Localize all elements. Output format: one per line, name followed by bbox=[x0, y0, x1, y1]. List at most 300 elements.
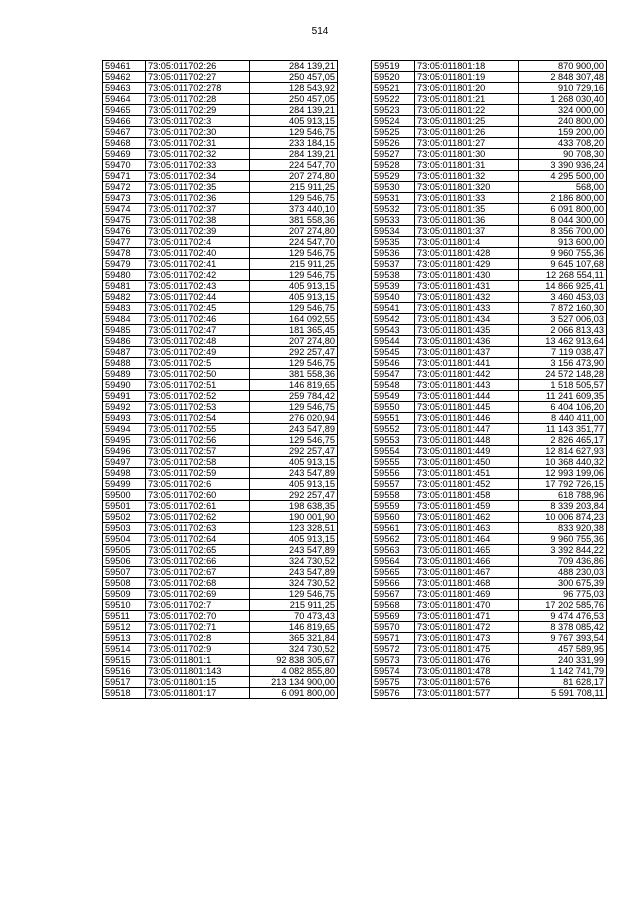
value-cell: 1 518 505,57 bbox=[519, 380, 607, 391]
table-row bbox=[372, 600, 607, 611]
value-cell: 81 628,17 bbox=[519, 677, 607, 688]
cadastral-number-cell: 73:05:011702:3 bbox=[146, 116, 250, 127]
value-cell: 300 675,39 bbox=[519, 578, 607, 589]
table-row bbox=[372, 402, 607, 413]
table-row bbox=[103, 534, 338, 545]
value-cell: 324 000,00 bbox=[519, 105, 607, 116]
table-row bbox=[103, 204, 338, 215]
table-row bbox=[372, 160, 607, 171]
table-row bbox=[372, 358, 607, 369]
row-number-cell: 59520 bbox=[372, 72, 415, 83]
cadastral-number-cell: 73:05:011801:459 bbox=[415, 501, 519, 512]
cadastral-number-cell: 73:05:011801:15 bbox=[146, 677, 250, 688]
row-number-cell: 59518 bbox=[103, 688, 146, 699]
value-cell: 14 866 925,41 bbox=[519, 281, 607, 292]
table-row bbox=[103, 72, 338, 83]
cadastral-number-cell: 73:05:011702:33 bbox=[146, 160, 250, 171]
row-number-cell: 59563 bbox=[372, 545, 415, 556]
cadastral-number-cell: 73:05:011801:468 bbox=[415, 578, 519, 589]
cadastral-number-cell: 73:05:011702:50 bbox=[146, 369, 250, 380]
row-number-cell: 59488 bbox=[103, 358, 146, 369]
table-row bbox=[103, 644, 338, 655]
table-row bbox=[372, 292, 607, 303]
table-row bbox=[372, 633, 607, 644]
table-row bbox=[103, 611, 338, 622]
cadastral-number-cell: 73:05:011801:36 bbox=[415, 215, 519, 226]
row-number-cell: 59572 bbox=[372, 644, 415, 655]
cadastral-number-cell: 73:05:011702:60 bbox=[146, 490, 250, 501]
table-row bbox=[103, 501, 338, 512]
cadastral-number-cell: 73:05:011702:51 bbox=[146, 380, 250, 391]
value-cell: 381 558,36 bbox=[250, 369, 338, 380]
value-cell: 284 139,21 bbox=[250, 105, 338, 116]
row-number-cell: 59526 bbox=[372, 138, 415, 149]
cadastral-number-cell: 73:05:011801:33 bbox=[415, 193, 519, 204]
table-row bbox=[103, 61, 338, 72]
table-row bbox=[372, 182, 607, 193]
table-row bbox=[372, 336, 607, 347]
cadastral-number-cell: 73:05:011801:437 bbox=[415, 347, 519, 358]
cadastral-number-cell: 73:05:011801:472 bbox=[415, 622, 519, 633]
row-number-cell: 59539 bbox=[372, 281, 415, 292]
row-number-cell: 59479 bbox=[103, 259, 146, 270]
cadastral-number-cell: 73:05:011801:469 bbox=[415, 589, 519, 600]
value-cell: 488 230,03 bbox=[519, 567, 607, 578]
row-number-cell: 59537 bbox=[372, 259, 415, 270]
value-cell: 90 708,30 bbox=[519, 149, 607, 160]
row-number-cell: 59574 bbox=[372, 666, 415, 677]
cadastral-number-cell: 73:05:011702:48 bbox=[146, 336, 250, 347]
value-cell: 870 900,00 bbox=[519, 61, 607, 72]
row-number-cell: 59466 bbox=[103, 116, 146, 127]
value-cell: 224 547,70 bbox=[250, 237, 338, 248]
table-row bbox=[372, 512, 607, 523]
cadastral-number-cell: 73:05:011702:29 bbox=[146, 105, 250, 116]
value-cell: 10 006 874,23 bbox=[519, 512, 607, 523]
cadastral-number-cell: 73:05:011702:27 bbox=[146, 72, 250, 83]
table-row bbox=[103, 556, 338, 567]
row-number-cell: 59557 bbox=[372, 479, 415, 490]
value-cell: 129 546,75 bbox=[250, 270, 338, 281]
table-row bbox=[372, 380, 607, 391]
row-number-cell: 59561 bbox=[372, 523, 415, 534]
cadastral-number-cell: 73:05:011702:35 bbox=[146, 182, 250, 193]
cadastral-number-cell: 73:05:011801:37 bbox=[415, 226, 519, 237]
value-cell: 8 339 203,84 bbox=[519, 501, 607, 512]
value-cell: 198 638,35 bbox=[250, 501, 338, 512]
value-cell: 123 328,51 bbox=[250, 523, 338, 534]
row-number-cell: 59461 bbox=[103, 61, 146, 72]
table-row bbox=[103, 512, 338, 523]
value-cell: 6 091 800,00 bbox=[250, 688, 338, 699]
cadastral-number-cell: 73:05:011702:58 bbox=[146, 457, 250, 468]
row-number-cell: 59513 bbox=[103, 633, 146, 644]
table-row bbox=[103, 336, 338, 347]
table-row bbox=[372, 578, 607, 589]
row-number-cell: 59575 bbox=[372, 677, 415, 688]
row-number-cell: 59542 bbox=[372, 314, 415, 325]
cadastral-number-cell: 73:05:011702:4 bbox=[146, 237, 250, 248]
value-cell: 70 473,43 bbox=[250, 611, 338, 622]
value-cell: 11 241 609,35 bbox=[519, 391, 607, 402]
value-cell: 324 730,52 bbox=[250, 644, 338, 655]
value-cell: 129 546,75 bbox=[250, 589, 338, 600]
table-row bbox=[103, 600, 338, 611]
value-cell: 6 404 106,20 bbox=[519, 402, 607, 413]
table-row bbox=[103, 171, 338, 182]
table-row bbox=[103, 105, 338, 116]
cadastral-number-cell: 73:05:011702:67 bbox=[146, 567, 250, 578]
table-row bbox=[103, 688, 338, 699]
cadastral-number-cell: 73:05:011801:21 bbox=[415, 94, 519, 105]
row-number-cell: 59531 bbox=[372, 193, 415, 204]
cadastral-number-cell: 73:05:011801:31 bbox=[415, 160, 519, 171]
cadastral-number-cell: 73:05:011801:433 bbox=[415, 303, 519, 314]
cadastral-number-cell: 73:05:011702:54 bbox=[146, 413, 250, 424]
row-number-cell: 59573 bbox=[372, 655, 415, 666]
table-row bbox=[103, 270, 338, 281]
table-row bbox=[372, 94, 607, 105]
value-cell: 233 184,15 bbox=[250, 138, 338, 149]
cadastral-number-cell: 73:05:011801:463 bbox=[415, 523, 519, 534]
cadastral-number-cell: 73:05:011801:35 bbox=[415, 204, 519, 215]
row-number-cell: 59483 bbox=[103, 303, 146, 314]
value-cell: 129 546,75 bbox=[250, 248, 338, 259]
value-cell: 213 134 900,00 bbox=[250, 677, 338, 688]
value-cell: 284 139,21 bbox=[250, 61, 338, 72]
cadastral-number-cell: 73:05:011801:577 bbox=[415, 688, 519, 699]
right-table bbox=[371, 60, 607, 699]
row-number-cell: 59576 bbox=[372, 688, 415, 699]
value-cell: 215 911,25 bbox=[250, 600, 338, 611]
table-row bbox=[103, 94, 338, 105]
row-number-cell: 59550 bbox=[372, 402, 415, 413]
row-number-cell: 59493 bbox=[103, 413, 146, 424]
table-row bbox=[372, 171, 607, 182]
cadastral-number-cell: 73:05:011801:320 bbox=[415, 182, 519, 193]
row-number-cell: 59509 bbox=[103, 589, 146, 600]
table-row bbox=[103, 578, 338, 589]
table-row bbox=[103, 490, 338, 501]
value-cell: 92 838 305,67 bbox=[250, 655, 338, 666]
value-cell: 365 321,84 bbox=[250, 633, 338, 644]
row-number-cell: 59510 bbox=[103, 600, 146, 611]
value-cell: 1 142 741,79 bbox=[519, 666, 607, 677]
row-number-cell: 59512 bbox=[103, 622, 146, 633]
value-cell: 9 474 476,53 bbox=[519, 611, 607, 622]
row-number-cell: 59530 bbox=[372, 182, 415, 193]
value-cell: 3 527 006,03 bbox=[519, 314, 607, 325]
cadastral-number-cell: 73:05:011702:32 bbox=[146, 149, 250, 160]
value-cell: 405 913,15 bbox=[250, 534, 338, 545]
row-number-cell: 59489 bbox=[103, 369, 146, 380]
value-cell: 207 274,80 bbox=[250, 226, 338, 237]
row-number-cell: 59535 bbox=[372, 237, 415, 248]
table-row bbox=[372, 611, 607, 622]
row-number-cell: 59524 bbox=[372, 116, 415, 127]
table-row bbox=[103, 116, 338, 127]
cadastral-number-cell: 73:05:011801:430 bbox=[415, 270, 519, 281]
cadastral-number-cell: 73:05:011702:65 bbox=[146, 545, 250, 556]
cadastral-number-cell: 73:05:011801:462 bbox=[415, 512, 519, 523]
cadastral-number-cell: 73:05:011801:458 bbox=[415, 490, 519, 501]
value-cell: 243 547,89 bbox=[250, 545, 338, 556]
table-row bbox=[372, 413, 607, 424]
value-cell: 24 572 148,28 bbox=[519, 369, 607, 380]
value-cell: 433 708,20 bbox=[519, 138, 607, 149]
value-cell: 215 911,25 bbox=[250, 259, 338, 270]
table-row bbox=[372, 270, 607, 281]
value-cell: 913 600,00 bbox=[519, 237, 607, 248]
table-row bbox=[103, 622, 338, 633]
row-number-cell: 59480 bbox=[103, 270, 146, 281]
table-row bbox=[103, 677, 338, 688]
cadastral-number-cell: 73:05:011702:66 bbox=[146, 556, 250, 567]
cadastral-number-cell: 73:05:011702:46 bbox=[146, 314, 250, 325]
table-row bbox=[372, 666, 607, 677]
row-number-cell: 59463 bbox=[103, 83, 146, 94]
table-row bbox=[103, 435, 338, 446]
cadastral-number-cell: 73:05:011702:40 bbox=[146, 248, 250, 259]
cadastral-number-cell: 73:05:011702:36 bbox=[146, 193, 250, 204]
cadastral-number-cell: 73:05:011801:478 bbox=[415, 666, 519, 677]
row-number-cell: 59529 bbox=[372, 171, 415, 182]
row-number-cell: 59552 bbox=[372, 424, 415, 435]
row-number-cell: 59551 bbox=[372, 413, 415, 424]
row-number-cell: 59545 bbox=[372, 347, 415, 358]
value-cell: 243 547,89 bbox=[250, 424, 338, 435]
row-number-cell: 59558 bbox=[372, 490, 415, 501]
row-number-cell: 59516 bbox=[103, 666, 146, 677]
value-cell: 8 044 300,00 bbox=[519, 215, 607, 226]
table-row bbox=[372, 72, 607, 83]
cadastral-number-cell: 73:05:011702:26 bbox=[146, 61, 250, 72]
row-number-cell: 59543 bbox=[372, 325, 415, 336]
cadastral-number-cell: 73:05:011702:31 bbox=[146, 138, 250, 149]
row-number-cell: 59569 bbox=[372, 611, 415, 622]
value-cell: 96 775,03 bbox=[519, 589, 607, 600]
cadastral-number-cell: 73:05:011702:278 bbox=[146, 83, 250, 94]
value-cell: 17 202 585,76 bbox=[519, 600, 607, 611]
value-cell: 284 139,21 bbox=[250, 149, 338, 160]
value-cell: 129 546,75 bbox=[250, 358, 338, 369]
row-number-cell: 59476 bbox=[103, 226, 146, 237]
table-row bbox=[372, 677, 607, 688]
value-cell: 2 826 465,17 bbox=[519, 435, 607, 446]
cadastral-number-cell: 73:05:011702:41 bbox=[146, 259, 250, 270]
value-cell: 129 546,75 bbox=[250, 193, 338, 204]
value-cell: 8 440 411,00 bbox=[519, 413, 607, 424]
value-cell: 7 872 160,30 bbox=[519, 303, 607, 314]
table-row bbox=[103, 182, 338, 193]
table-row bbox=[103, 655, 338, 666]
value-cell: 292 257,47 bbox=[250, 490, 338, 501]
cadastral-number-cell: 73:05:011702:68 bbox=[146, 578, 250, 589]
row-number-cell: 59521 bbox=[372, 83, 415, 94]
cadastral-number-cell: 73:05:011801:473 bbox=[415, 633, 519, 644]
value-cell: 2 186 800,00 bbox=[519, 193, 607, 204]
value-cell: 129 546,75 bbox=[250, 127, 338, 138]
table-row bbox=[103, 633, 338, 644]
table-row bbox=[372, 391, 607, 402]
row-number-cell: 59490 bbox=[103, 380, 146, 391]
table-row bbox=[372, 248, 607, 259]
table-row bbox=[372, 501, 607, 512]
cadastral-number-cell: 73:05:011801:449 bbox=[415, 446, 519, 457]
row-number-cell: 59522 bbox=[372, 94, 415, 105]
row-number-cell: 59570 bbox=[372, 622, 415, 633]
cadastral-number-cell: 73:05:011702:70 bbox=[146, 611, 250, 622]
value-cell: 10 368 440,32 bbox=[519, 457, 607, 468]
cadastral-number-cell: 73:05:011702:71 bbox=[146, 622, 250, 633]
cadastral-number-cell: 73:05:011702:38 bbox=[146, 215, 250, 226]
cadastral-number-cell: 73:05:011702:37 bbox=[146, 204, 250, 215]
cadastral-number-cell: 73:05:011702:59 bbox=[146, 468, 250, 479]
row-number-cell: 59536 bbox=[372, 248, 415, 259]
cadastral-number-cell: 73:05:011801:465 bbox=[415, 545, 519, 556]
cadastral-number-cell: 73:05:011801:471 bbox=[415, 611, 519, 622]
cadastral-number-cell: 73:05:011801:431 bbox=[415, 281, 519, 292]
value-cell: 9 960 755,36 bbox=[519, 534, 607, 545]
table-row bbox=[372, 556, 607, 567]
value-cell: 292 257,47 bbox=[250, 347, 338, 358]
value-cell: 12 814 627,93 bbox=[519, 446, 607, 457]
cadastral-number-cell: 73:05:011702:8 bbox=[146, 633, 250, 644]
table-row bbox=[372, 567, 607, 578]
cadastral-number-cell: 73:05:011801:434 bbox=[415, 314, 519, 325]
table-row bbox=[372, 325, 607, 336]
table-row bbox=[103, 215, 338, 226]
table-row bbox=[103, 402, 338, 413]
row-number-cell: 59547 bbox=[372, 369, 415, 380]
row-number-cell: 59528 bbox=[372, 160, 415, 171]
table-row bbox=[103, 666, 338, 677]
row-number-cell: 59508 bbox=[103, 578, 146, 589]
row-number-cell: 59566 bbox=[372, 578, 415, 589]
cadastral-number-cell: 73:05:011801:451 bbox=[415, 468, 519, 479]
cadastral-number-cell: 73:05:011801:20 bbox=[415, 83, 519, 94]
table-row bbox=[103, 589, 338, 600]
cadastral-number-cell: 73:05:011702:30 bbox=[146, 127, 250, 138]
row-number-cell: 59472 bbox=[103, 182, 146, 193]
table-row bbox=[103, 138, 338, 149]
value-cell: 250 457,05 bbox=[250, 94, 338, 105]
cadastral-number-cell: 73:05:011801:576 bbox=[415, 677, 519, 688]
value-cell: 146 819,65 bbox=[250, 622, 338, 633]
value-cell: 12 268 554,11 bbox=[519, 270, 607, 281]
table-row bbox=[372, 303, 607, 314]
value-cell: 833 920,38 bbox=[519, 523, 607, 534]
value-cell: 709 436,86 bbox=[519, 556, 607, 567]
value-cell: 243 547,89 bbox=[250, 567, 338, 578]
row-number-cell: 59481 bbox=[103, 281, 146, 292]
table-row bbox=[103, 281, 338, 292]
cadastral-number-cell: 73:05:011801:18 bbox=[415, 61, 519, 72]
value-cell: 292 257,47 bbox=[250, 446, 338, 457]
cadastral-number-cell: 73:05:011702:42 bbox=[146, 270, 250, 281]
table-row bbox=[103, 325, 338, 336]
table-row bbox=[372, 259, 607, 270]
table-row bbox=[103, 413, 338, 424]
table-row bbox=[103, 292, 338, 303]
row-number-cell: 59462 bbox=[103, 72, 146, 83]
value-cell: 276 020,94 bbox=[250, 413, 338, 424]
cadastral-number-cell: 73:05:011801:441 bbox=[415, 358, 519, 369]
value-cell: 215 911,25 bbox=[250, 182, 338, 193]
row-number-cell: 59487 bbox=[103, 347, 146, 358]
row-number-cell: 59501 bbox=[103, 501, 146, 512]
cadastral-number-cell: 73:05:011801:30 bbox=[415, 149, 519, 160]
cadastral-number-cell: 73:05:011702:56 bbox=[146, 435, 250, 446]
row-number-cell: 59534 bbox=[372, 226, 415, 237]
row-number-cell: 59502 bbox=[103, 512, 146, 523]
cadastral-number-cell: 73:05:011801:19 bbox=[415, 72, 519, 83]
value-cell: 4 295 500,00 bbox=[519, 171, 607, 182]
cadastral-number-cell: 73:05:011801:476 bbox=[415, 655, 519, 666]
table-row bbox=[372, 83, 607, 94]
value-cell: 3 392 844,22 bbox=[519, 545, 607, 556]
table-row bbox=[103, 391, 338, 402]
row-number-cell: 59571 bbox=[372, 633, 415, 644]
cadastral-number-cell: 73:05:011801:27 bbox=[415, 138, 519, 149]
value-cell: 568,00 bbox=[519, 182, 607, 193]
row-number-cell: 59475 bbox=[103, 215, 146, 226]
row-number-cell: 59538 bbox=[372, 270, 415, 281]
row-number-cell: 59519 bbox=[372, 61, 415, 72]
cadastral-number-cell: 73:05:011702:53 bbox=[146, 402, 250, 413]
value-cell: 2 066 813,43 bbox=[519, 325, 607, 336]
row-number-cell: 59514 bbox=[103, 644, 146, 655]
table-row bbox=[372, 369, 607, 380]
value-cell: 207 274,80 bbox=[250, 336, 338, 347]
row-number-cell: 59564 bbox=[372, 556, 415, 567]
table-row bbox=[103, 358, 338, 369]
row-number-cell: 59486 bbox=[103, 336, 146, 347]
row-number-cell: 59532 bbox=[372, 204, 415, 215]
row-number-cell: 59565 bbox=[372, 567, 415, 578]
table-row bbox=[372, 314, 607, 325]
value-cell: 381 558,36 bbox=[250, 215, 338, 226]
table-row bbox=[103, 193, 338, 204]
cadastral-number-cell: 73:05:011702:43 bbox=[146, 281, 250, 292]
table-row bbox=[103, 479, 338, 490]
cadastral-number-cell: 73:05:011801:443 bbox=[415, 380, 519, 391]
row-number-cell: 59525 bbox=[372, 127, 415, 138]
table-row bbox=[103, 424, 338, 435]
table-row bbox=[372, 479, 607, 490]
cadastral-number-cell: 73:05:011801:4 bbox=[415, 237, 519, 248]
row-number-cell: 59559 bbox=[372, 501, 415, 512]
value-cell: 146 819,65 bbox=[250, 380, 338, 391]
table-row bbox=[103, 237, 338, 248]
table-row bbox=[372, 149, 607, 160]
cadastral-number-cell: 73:05:011801:445 bbox=[415, 402, 519, 413]
table-row bbox=[103, 369, 338, 380]
cadastral-number-cell: 73:05:011801:452 bbox=[415, 479, 519, 490]
cadastral-number-cell: 73:05:011702:5 bbox=[146, 358, 250, 369]
value-cell: 8 356 700,00 bbox=[519, 226, 607, 237]
value-cell: 240 331,99 bbox=[519, 655, 607, 666]
row-number-cell: 59567 bbox=[372, 589, 415, 600]
cadastral-number-cell: 73:05:011801:435 bbox=[415, 325, 519, 336]
cadastral-number-cell: 73:05:011702:6 bbox=[146, 479, 250, 490]
table-row bbox=[103, 226, 338, 237]
row-number-cell: 59482 bbox=[103, 292, 146, 303]
table-row bbox=[103, 380, 338, 391]
table-row bbox=[103, 457, 338, 468]
table-row bbox=[103, 248, 338, 259]
cadastral-number-cell: 73:05:011801:470 bbox=[415, 600, 519, 611]
